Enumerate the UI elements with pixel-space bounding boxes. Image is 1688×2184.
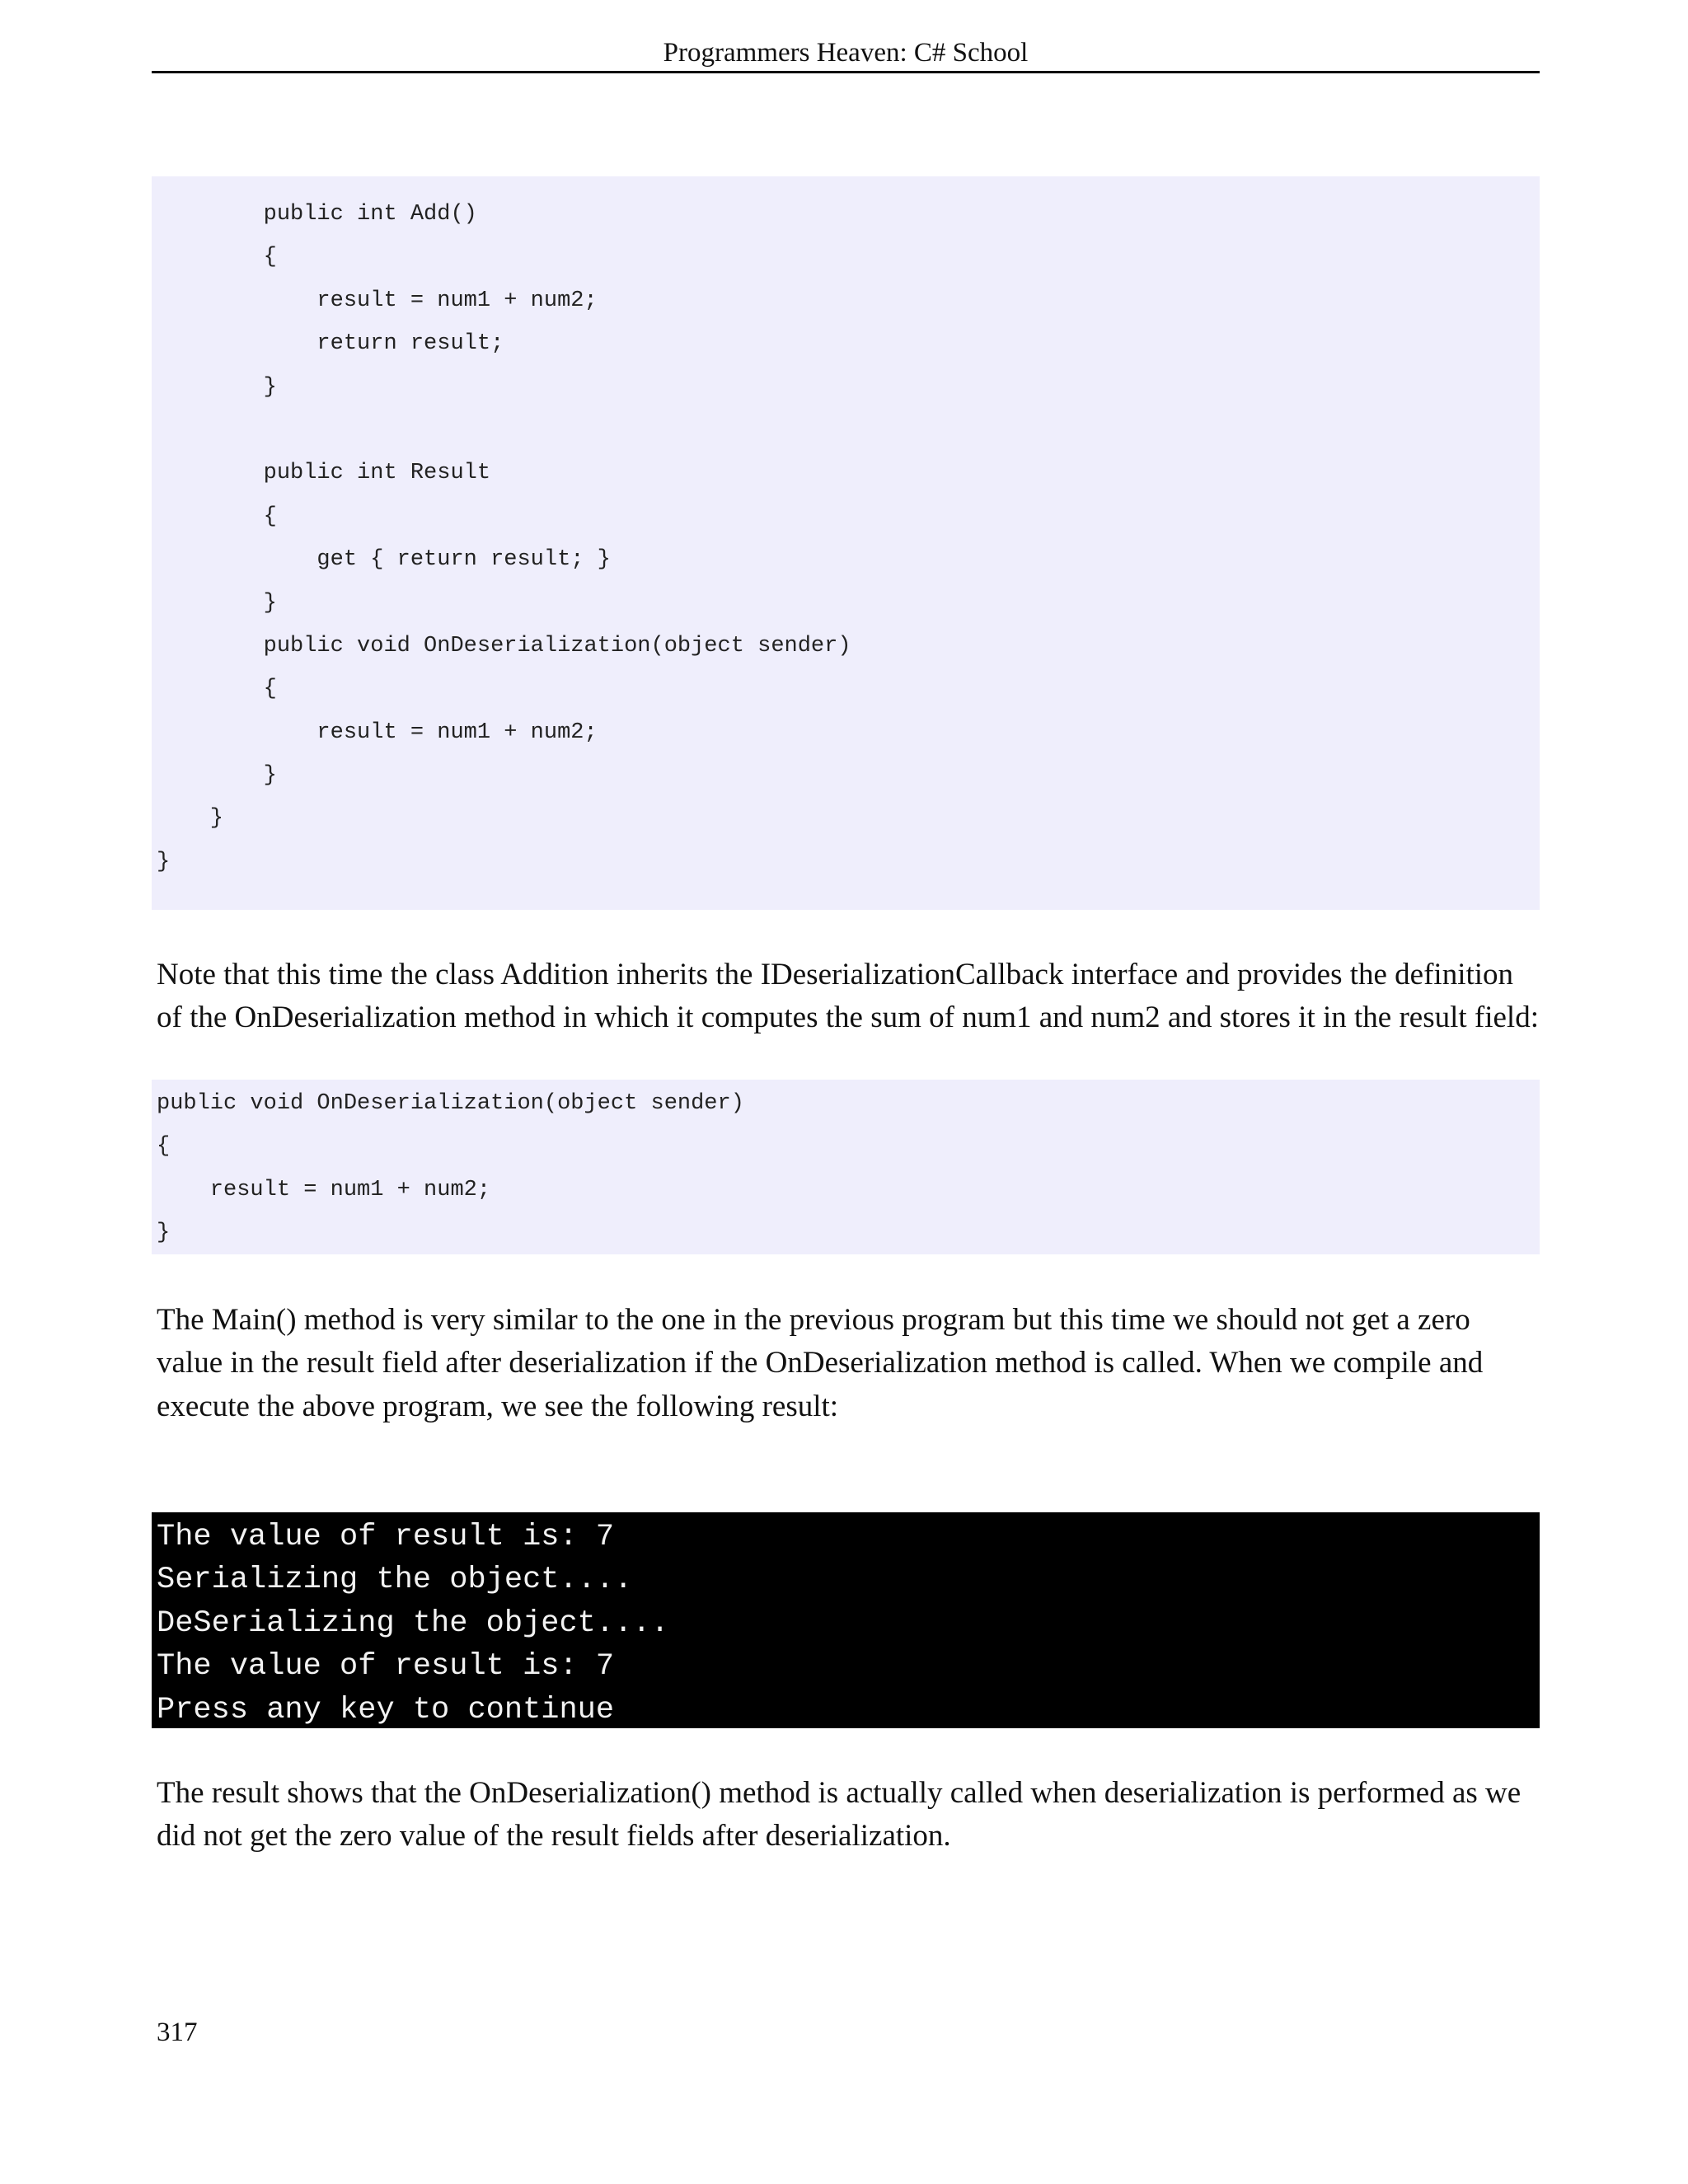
code-line: } [157,1221,171,1246]
code-line: public int Add() [157,202,477,227]
code-line: } [157,849,171,874]
code-line: public int Result [157,461,491,486]
code-line: public void OnDeserialization(object sender) [157,1091,744,1116]
header-title: Programmers Heaven: C# School [663,38,1029,68]
code-line: result = num1 + num2; [157,1177,491,1202]
console-line: Serializing the object.... [157,1563,633,1598]
code-line [157,409,851,452]
body-paragraph-inheritance-note: Note that this time the class Addition inherits the IDeserializationCallback interface and provides the definition of the OnDeserialization method in which it computes the sum of num1 and num2 and stores it in the result field: [157,958,1539,1035]
code-line: { [157,245,277,270]
code-line: get { return result; } [157,547,611,573]
console-line: The value of result is: 7 [157,1649,615,1685]
code-line: { [157,1134,171,1160]
console-output [152,1512,1540,1728]
code-line: } [157,763,277,789]
page-header [152,36,1540,73]
code-line: } [157,590,277,616]
page-number: 317 [157,2018,198,2047]
body-paragraph-main-method: The Main() method is very similar to the one in the previous program but this time we should not get a zero value in the result field after deserialization if the OnDeserialization method is called. When we compile and execute the above program, we see the following result: [157,1303,1484,1423]
console-line: The value of result is: 7 [157,1520,615,1554]
code-line: } [157,374,277,400]
body-paragraph-result-explanation: The result shows that the OnDeserialization() method is actually called when deserialization is performed as we did not get the zero value of the result fields after deserialization. [157,1776,1522,1854]
console-line: Press any key to continue [157,1692,615,1727]
code-line: } [157,806,224,832]
code-line: result = num1 + num2; [157,288,598,313]
code-block-main [152,176,1540,910]
code-block-snippet [152,1080,1540,1254]
code-line: result = num1 + num2; [157,719,598,745]
console-line: DeSerializing the object.... [157,1605,669,1641]
code-line: return result; [157,331,504,357]
code-line: public void OnDeserialization(object sender) [157,633,851,658]
code-line: { [157,677,277,702]
code-line: { [157,504,277,529]
